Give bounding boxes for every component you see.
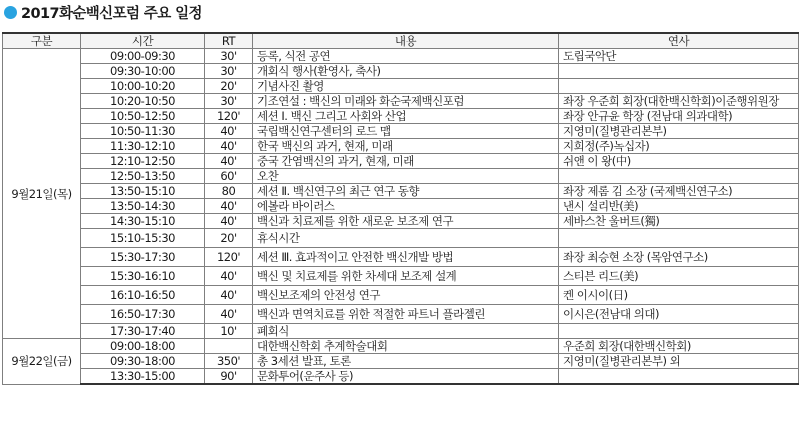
time-cell: 12:10-12:50	[81, 154, 205, 169]
rt-cell: 80	[205, 184, 253, 199]
time-cell: 10:50-11:30	[81, 124, 205, 139]
table-row	[3, 79, 799, 94]
table-row	[3, 305, 799, 324]
schedule-table	[2, 32, 799, 385]
table-row	[3, 369, 799, 385]
division-cell: 9월22일(금)	[3, 339, 81, 385]
rt-cell: 40'	[205, 124, 253, 139]
speaker-cell	[559, 229, 799, 248]
rt-cell: 40'	[205, 154, 253, 169]
content-cell: 오찬	[253, 169, 559, 184]
speaker-cell: 우준희 회장(대한백신학회)	[559, 339, 799, 354]
content-cell: 폐회식	[253, 324, 559, 339]
content-cell: 백신과 치료제를 위한 새로운 보조제 연구	[253, 214, 559, 229]
content-cell: 에볼라 바이러스	[253, 199, 559, 214]
table-row	[3, 214, 799, 229]
rt-cell: 20'	[205, 229, 253, 248]
content-cell: 세션 Ⅲ. 효과적이고 안전한 백신개발 방법	[253, 248, 559, 267]
speaker-cell: 도립국악단	[559, 49, 799, 64]
speaker-cell: 스티븐 리드(美)	[559, 267, 799, 286]
speaker-cell: 쉬앤 이 왕(中)	[559, 154, 799, 169]
content-cell: 개회식 행사(환영사, 축사)	[253, 64, 559, 79]
time-cell: 10:00-10:20	[81, 79, 205, 94]
table-row	[3, 94, 799, 109]
content-cell: 백신 및 치료제를 위한 차세대 보조제 설계	[253, 267, 559, 286]
time-cell: 13:30-15:00	[81, 369, 205, 385]
time-cell: 13:50-14:30	[81, 199, 205, 214]
speaker-cell: 지희정(주)녹십자)	[559, 139, 799, 154]
speaker-cell: 좌장 안규윤 학장 (전남대 의과대학)	[559, 109, 799, 124]
rt-cell	[205, 339, 253, 354]
rt-cell: 40'	[205, 139, 253, 154]
speaker-cell: 낸시 설리반(美)	[559, 199, 799, 214]
time-cell: 12:50-13:50	[81, 169, 205, 184]
rt-cell: 40'	[205, 286, 253, 305]
table-row	[3, 139, 799, 154]
content-cell: 문화투어(운주사 등)	[253, 369, 559, 385]
speaker-cell	[559, 169, 799, 184]
rt-cell: 90'	[205, 369, 253, 385]
rt-cell: 350'	[205, 354, 253, 369]
table-row	[3, 339, 799, 354]
table-row	[3, 229, 799, 248]
time-cell: 10:50-12:50	[81, 109, 205, 124]
bullet-dot-icon	[4, 6, 17, 19]
content-cell: 대한백신학회 추계학술대회	[253, 339, 559, 354]
time-cell: 16:50-17:30	[81, 305, 205, 324]
content-cell: 휴식시간	[253, 229, 559, 248]
table-row	[3, 248, 799, 267]
time-cell: 09:30-18:00	[81, 354, 205, 369]
table-row	[3, 286, 799, 305]
rt-cell: 30'	[205, 94, 253, 109]
speaker-cell	[559, 324, 799, 339]
content-cell: 기념사진 촬영	[253, 79, 559, 94]
header-rt: RT	[205, 33, 253, 49]
header-content: 내용	[253, 33, 559, 49]
speaker-cell	[559, 369, 799, 385]
time-cell: 16:10-16:50	[81, 286, 205, 305]
time-cell: 15:30-16:10	[81, 267, 205, 286]
table-row	[3, 324, 799, 339]
speaker-cell	[559, 64, 799, 79]
time-cell: 11:30-12:10	[81, 139, 205, 154]
rt-cell: 10'	[205, 324, 253, 339]
rt-cell: 60'	[205, 169, 253, 184]
speaker-cell: 지영미(질병관리본부)	[559, 124, 799, 139]
time-cell: 10:20-10:50	[81, 94, 205, 109]
table-row	[3, 49, 799, 64]
rt-cell: 40'	[205, 214, 253, 229]
content-cell: 백신보조제의 안전성 연구	[253, 286, 559, 305]
time-cell: 09:00-18:00	[81, 339, 205, 354]
speaker-cell: 세바스찬 울버트(獨)	[559, 214, 799, 229]
table-row	[3, 124, 799, 139]
speaker-cell: 이시은(전남대 의대)	[559, 305, 799, 324]
rt-cell: 30'	[205, 49, 253, 64]
time-cell: 15:10-15:30	[81, 229, 205, 248]
title-text: 2017화순백신포럼 주요 일정	[21, 5, 202, 22]
speaker-cell	[559, 79, 799, 94]
time-cell: 17:30-17:40	[81, 324, 205, 339]
rt-cell: 120'	[205, 248, 253, 267]
content-cell: 등록, 식전 공연	[253, 49, 559, 64]
schedule-body	[3, 49, 799, 385]
rt-cell: 30'	[205, 64, 253, 79]
content-cell: 국립백신연구센터의 로드 맵	[253, 124, 559, 139]
division-cell: 9월21일(목)	[3, 49, 81, 339]
time-cell: 15:30-17:30	[81, 248, 205, 267]
content-cell: 세션 Ⅱ. 백신연구의 최근 연구 동향	[253, 184, 559, 199]
table-row	[3, 267, 799, 286]
rt-cell: 20'	[205, 79, 253, 94]
rt-cell: 120'	[205, 109, 253, 124]
rt-cell: 40'	[205, 305, 253, 324]
speaker-cell: 좌장 제롬 김 소장 (국제백신연구소)	[559, 184, 799, 199]
content-cell: 총 3세션 발표, 토론	[253, 354, 559, 369]
table-row	[3, 109, 799, 124]
table-row	[3, 64, 799, 79]
rt-cell: 40'	[205, 199, 253, 214]
header-row	[3, 33, 799, 49]
speaker-cell: 지영미(질병관리본부) 외	[559, 354, 799, 369]
speaker-cell: 좌장 최승현 소장 (목암연구소)	[559, 248, 799, 267]
time-cell: 09:00-09:30	[81, 49, 205, 64]
table-row	[3, 199, 799, 214]
speaker-cell: 좌장 우준희 회장(대한백신학회)이준행위원장	[559, 94, 799, 109]
table-row	[3, 154, 799, 169]
table-row	[3, 184, 799, 199]
table-row	[3, 169, 799, 184]
content-cell: 중국 간염백신의 과거, 현재, 미래	[253, 154, 559, 169]
speaker-cell: 켄 이시이(日)	[559, 286, 799, 305]
content-cell: 기조연설 : 백신의 미래와 화순국제백신포럼	[253, 94, 559, 109]
header-time: 시간	[81, 33, 205, 49]
time-cell: 14:30-15:10	[81, 214, 205, 229]
table-row	[3, 354, 799, 369]
rt-cell: 40'	[205, 267, 253, 286]
page-title	[4, 2, 202, 22]
content-cell: 세션 Ⅰ. 백신 그리고 사회와 산업	[253, 109, 559, 124]
header-speaker: 연사	[559, 33, 799, 49]
content-cell: 백신과 면역치료를 위한 적절한 파트너 플라젤린	[253, 305, 559, 324]
time-cell: 13:50-15:10	[81, 184, 205, 199]
content-cell: 한국 백신의 과거, 현재, 미래	[253, 139, 559, 154]
time-cell: 09:30-10:00	[81, 64, 205, 79]
header-division: 구분	[3, 33, 81, 49]
